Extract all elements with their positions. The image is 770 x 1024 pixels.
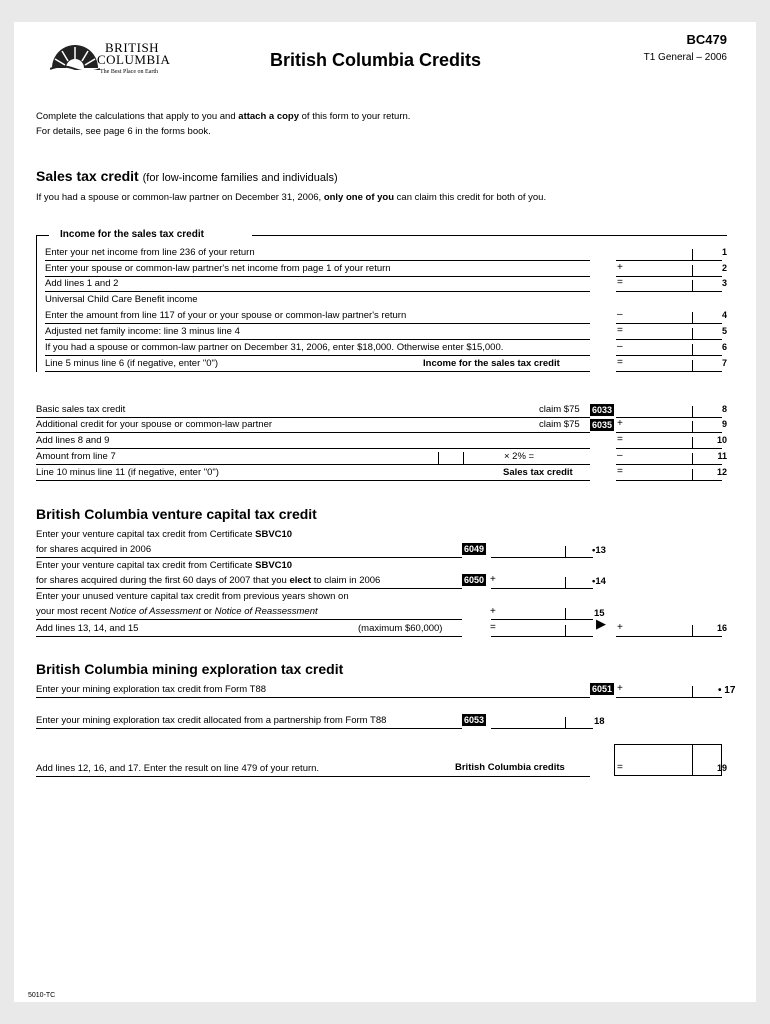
line17-number: • 17 — [718, 685, 736, 696]
line15-text-a: Enter your unused venture capital tax credit from previous years shown on — [36, 591, 349, 602]
income-total-label: Income for the sales tax credit — [423, 358, 560, 369]
code-6050: 6050 — [464, 575, 485, 585]
income-line-text: Line 5 minus line 6 (if negative, enter "0") — [45, 358, 219, 369]
credit-line-mid-text: claim $75 — [539, 404, 580, 415]
arrow-right-icon: ▶ — [596, 616, 606, 631]
logo-tagline: The Best Place on Earth — [100, 69, 158, 75]
line8-number: 8 — [721, 404, 727, 414]
credit-line-sign: + — [617, 418, 623, 429]
credit-line-text: Add lines 8 and 9 — [36, 435, 110, 446]
line16-input[interactable] — [626, 623, 720, 635]
line3-number: 3 — [721, 278, 727, 288]
line15-number: 15 — [594, 608, 605, 619]
line19-label: British Columbia credits — [455, 762, 565, 773]
code-6033: 6033 — [592, 405, 613, 415]
credit-line-mid-text: claim $75 — [539, 419, 580, 430]
line12-number: 12 — [716, 467, 727, 477]
line16-number: 16 — [716, 623, 727, 633]
line5-number: 5 — [721, 326, 727, 336]
venture-heading: British Columbia venture capital tax credit — [36, 506, 317, 522]
line18-number: 18 — [594, 716, 605, 727]
line16-equals: = — [490, 622, 496, 633]
line16-maximum: (maximum $60,000) — [358, 623, 443, 634]
line17-sign: + — [617, 683, 623, 694]
code-6049: 6049 — [464, 544, 485, 554]
form-subtitle: T1 General – 2006 — [643, 52, 727, 63]
line12-input[interactable] — [626, 467, 720, 479]
line19-number: 19 — [716, 763, 727, 773]
line18-text: Enter your mining exploration tax credit allocated from a partnership from Form T88 — [36, 715, 387, 726]
line16-sign: + — [617, 622, 623, 633]
sales-tax-note: If you had a spouse or common-law partner on December 31, 2006, only one of you can claim this credit for both of you. — [36, 192, 547, 203]
line10-input[interactable] — [626, 435, 720, 447]
credit-line-sign: = — [617, 466, 623, 477]
line5-input[interactable] — [626, 326, 720, 338]
credit-line-sign: = — [617, 434, 623, 445]
code-6051: 6051 — [592, 684, 613, 694]
income-line-text: Enter your net income from line 236 of your return — [45, 247, 255, 258]
line7-input[interactable] — [626, 358, 720, 370]
intro-line1: Complete the calculations that apply to you and attach a copy of this form to your return. — [36, 111, 411, 122]
line11-number: 11 — [717, 451, 727, 461]
line6-input[interactable] — [626, 342, 720, 354]
line19-text: Add lines 12, 16, and 17. Enter the result on line 479 of your return. — [36, 763, 320, 774]
credit-line-sign: – — [617, 450, 623, 461]
line11-input[interactable] — [626, 451, 720, 463]
credit-line-text: Line 10 minus line 11 (if negative, enter "0") — [36, 467, 219, 478]
line17-input[interactable] — [626, 684, 720, 696]
line2-number: 2 — [721, 263, 727, 273]
line7-number: 7 — [721, 358, 727, 368]
code-6035: 6035 — [592, 420, 613, 430]
line9-number: 9 — [721, 419, 727, 429]
line18-input[interactable] — [491, 715, 595, 727]
line4-input[interactable] — [626, 310, 720, 322]
line13-input[interactable] — [491, 544, 595, 556]
line19-sign: = — [617, 762, 623, 773]
credit-line-text: Amount from line 7 — [36, 451, 116, 462]
form-page — [14, 22, 756, 1002]
line9-input[interactable] — [626, 419, 720, 431]
line14-input[interactable] — [500, 575, 596, 587]
logo-line1: BRITISH — [105, 40, 160, 55]
line15-text-b: your most recent Notice of Assessment or Notice of Reassessment — [36, 606, 318, 617]
line1-input[interactable] — [626, 247, 720, 259]
line19-input[interactable] — [626, 763, 694, 775]
line2-input[interactable] — [626, 263, 720, 275]
page-title: British Columbia Credits — [270, 50, 482, 70]
footer-code: 5010-TC — [28, 992, 56, 999]
credit-line-mid-text: × 2% = — [504, 451, 535, 462]
sales-tax-heading: Sales tax credit (for low-income families and individuals) — [36, 168, 338, 184]
income-line-text: Add lines 1 and 2 — [45, 278, 119, 289]
income-line-text: Universal Child Care Benefit income — [45, 294, 198, 305]
line1-number: 1 — [721, 247, 727, 257]
income-line-text: Enter the amount from line 117 of your or your spouse or common-law partner's return — [45, 310, 407, 321]
credit-line-text: Basic sales tax credit — [36, 404, 126, 415]
line6-number: 6 — [721, 342, 727, 352]
income-line-sign: + — [617, 262, 623, 273]
income-line-sign: = — [617, 357, 623, 368]
line16-text: Add lines 13, 14, and 15 — [36, 623, 139, 634]
line15-input[interactable] — [500, 607, 596, 619]
income-box-heading: Income for the sales tax credit — [60, 229, 204, 240]
line13-text-a: Enter your venture capital tax credit from Certificate SBVC10 — [36, 529, 293, 540]
mining-heading: British Columbia mining exploration tax credit — [36, 661, 344, 677]
line14-text-b: for shares acquired during the first 60 days of 2007 that you elect to claim in 2006 — [36, 575, 381, 586]
line13-text-b: for shares acquired in 2006 — [36, 544, 152, 555]
line4-number: 4 — [721, 310, 727, 320]
code-6053: 6053 — [464, 715, 485, 725]
income-line-sign: = — [617, 325, 623, 336]
line15-sign: + — [490, 606, 496, 617]
bc-sun-logo-icon — [50, 38, 100, 70]
income-line-text: Enter your spouse or common-law partner's net income from page 1 of your return — [45, 263, 391, 274]
logo-line2: COLUMBIA — [97, 52, 171, 67]
form-code: BC479 — [686, 32, 727, 47]
line17-text: Enter your mining exploration tax credit from Form T88 — [36, 684, 267, 695]
income-line-sign: = — [617, 277, 623, 288]
intro-line2: For details, see page 6 in the forms book. — [36, 126, 211, 137]
income-line-text: Adjusted net family income: line 3 minus line 4 — [45, 326, 240, 337]
line14-number: •14 — [592, 576, 606, 587]
credit-line-mid-text: Sales tax credit — [503, 467, 573, 478]
line14-sign: + — [490, 574, 496, 585]
line3-input[interactable] — [626, 278, 720, 290]
income-line-sign: – — [617, 309, 623, 320]
income-line-text: If you had a spouse or common-law partner on December 31, 2006, enter $18,000. Otherwise enter $15,000. — [45, 342, 504, 353]
line13-number: •13 — [592, 545, 606, 556]
line8-input[interactable] — [626, 404, 720, 416]
income-line-sign: – — [617, 341, 623, 352]
credit-line-text: Additional credit for your spouse or common-law partner — [36, 419, 273, 430]
line10-number: 10 — [716, 435, 727, 445]
line14-text-a: Enter your venture capital tax credit from Certificate SBVC10 — [36, 560, 293, 571]
